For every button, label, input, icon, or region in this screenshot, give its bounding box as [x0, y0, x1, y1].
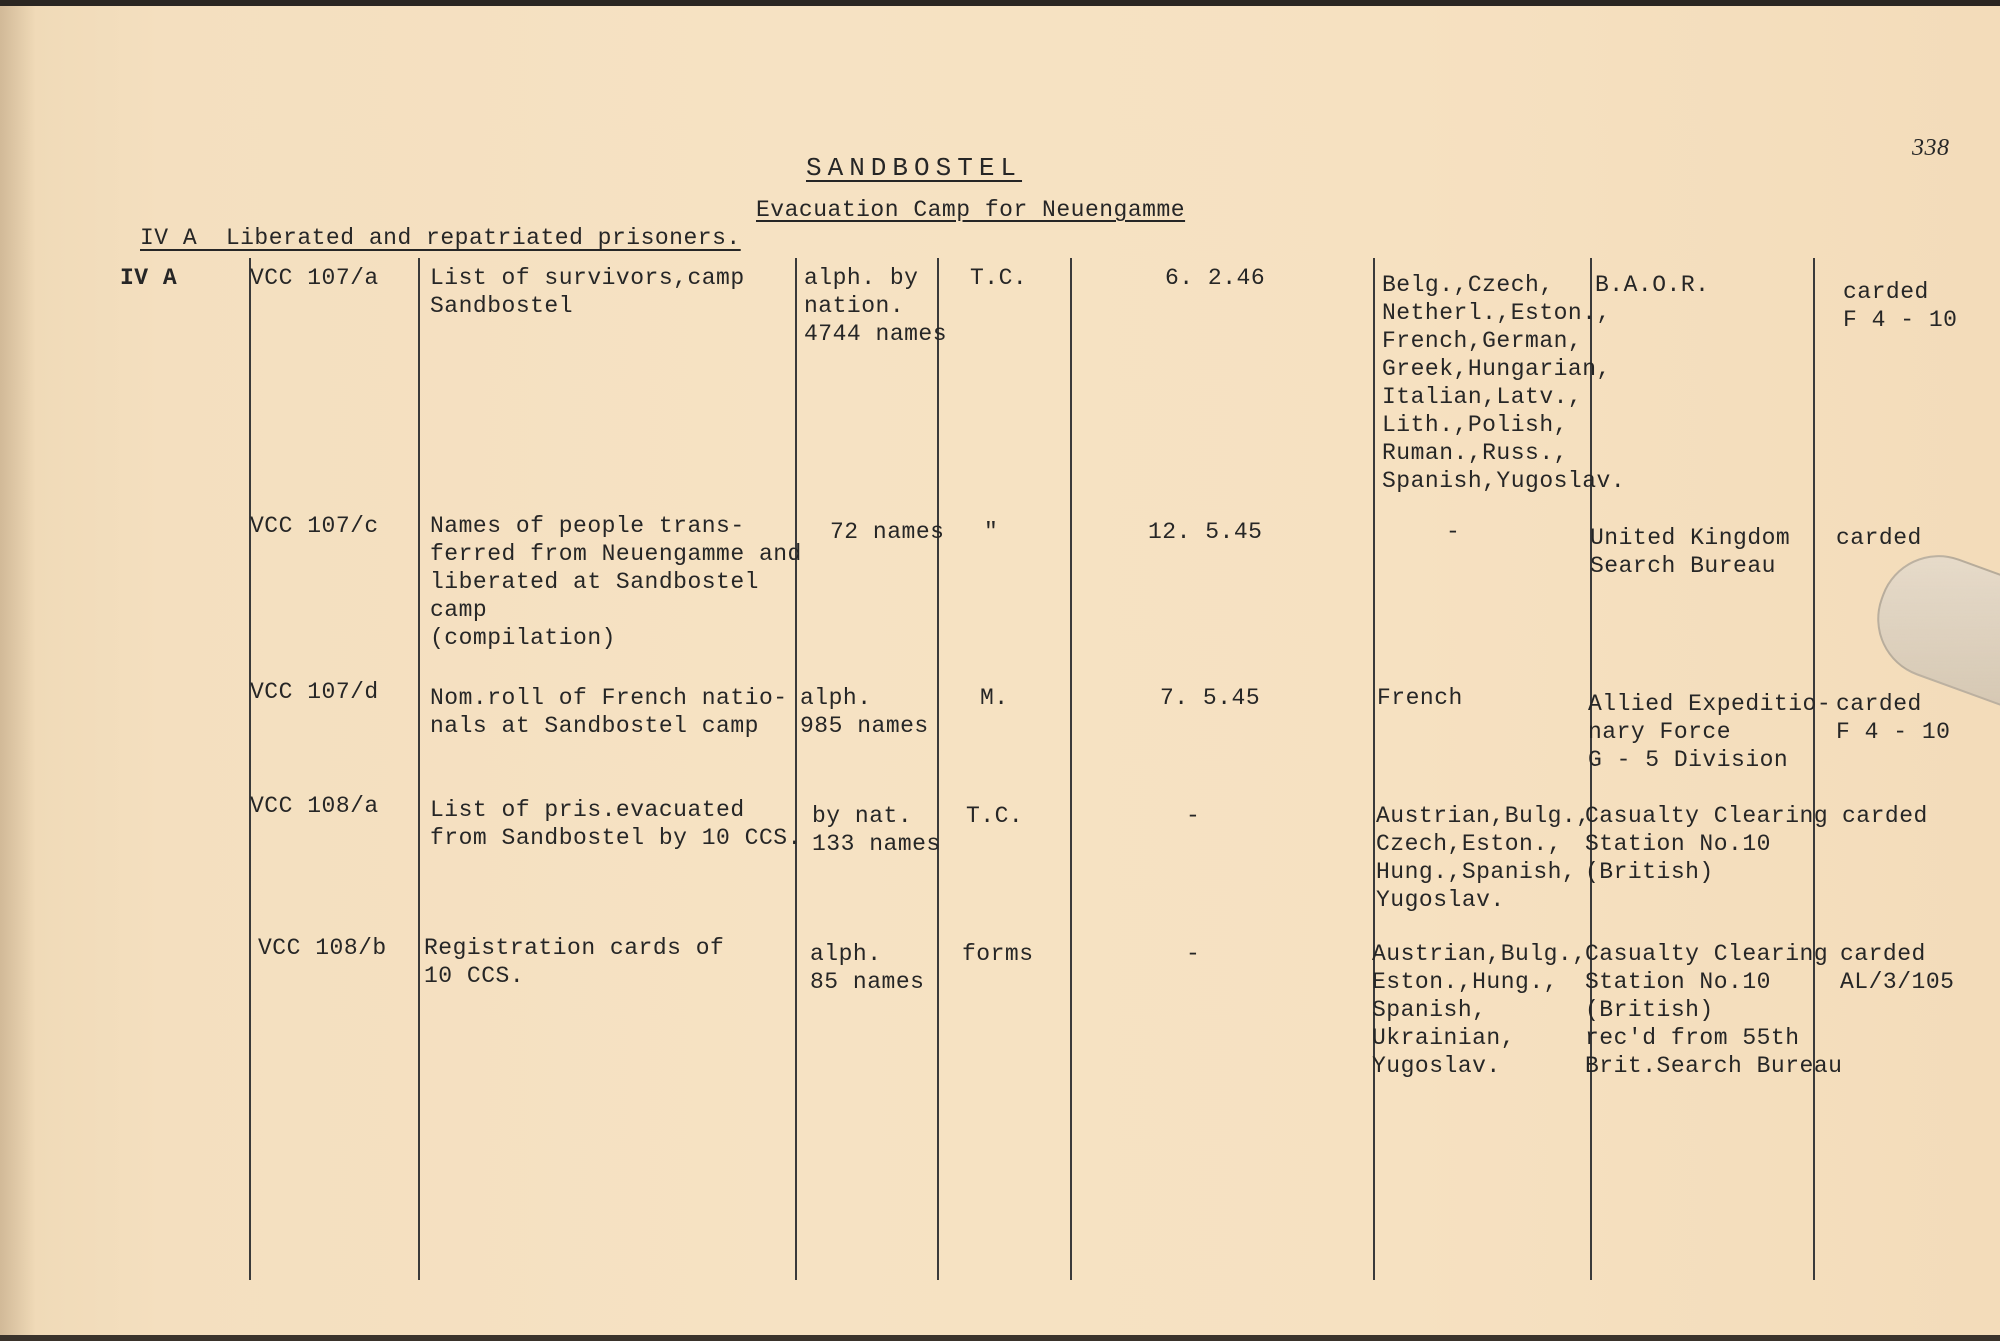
document-subtitle: Evacuation Camp for Neuengamme: [756, 197, 1186, 223]
carding-status: carded F 4 - 10: [1836, 691, 1951, 745]
arrangement-count: alph. 85 names: [810, 941, 925, 995]
record-description: Nom.roll of French natio- nals at Sandbostel camp: [430, 685, 788, 739]
document-page: [0, 6, 2000, 1341]
carding-status: carded: [1836, 525, 1922, 551]
record-date: 7. 5.45: [1160, 685, 1261, 711]
record-date: -: [1186, 803, 1201, 829]
page-number: 338: [1912, 135, 1950, 161]
record-description: List of survivors,camp Sandbostel: [430, 265, 745, 319]
source-agency: Casualty Clearing Station No.10 (British): [1585, 803, 1829, 885]
reference-number: VCC 107/d: [250, 679, 379, 705]
nationalities: Austrian,Bulg., Eston.,Hung., Spanish, Ukrainian, Yugoslav.: [1372, 941, 1587, 1079]
record-description: Registration cards of 10 CCS.: [424, 935, 725, 989]
section-code: IV A: [120, 265, 178, 291]
record-date: 12. 5.45: [1148, 519, 1263, 545]
reference-number: VCC 107/c: [250, 513, 379, 539]
record-date: 6. 2.46: [1165, 265, 1266, 291]
arrangement-count: by nat. 133 names: [812, 803, 941, 857]
reference-number: VCC 107/a: [250, 265, 379, 291]
reference-number: VCC 108/a: [250, 793, 379, 819]
record-type: forms: [962, 941, 1034, 967]
column-divider: [937, 258, 939, 1280]
record-type: T.C.: [966, 803, 1024, 829]
source-agency: B.A.O.R.: [1595, 272, 1710, 298]
reference-number: VCC 108/b: [258, 935, 387, 961]
nationalities: Austrian,Bulg., Czech,Eston., Hung.,Spanish, Yugoslav.: [1376, 803, 1591, 913]
carding-status: carded AL/3/105: [1840, 941, 1955, 995]
section-heading: IV A Liberated and repatriated prisoners.: [140, 225, 741, 251]
nationalities: -: [1446, 519, 1461, 545]
column-divider: [418, 258, 420, 1280]
arrangement-count: alph. 985 names: [800, 685, 929, 739]
record-description: List of pris.evacuated from Sandbostel by 10 CCS.: [430, 797, 802, 851]
arrangement-count: 72 names: [830, 519, 945, 545]
record-description: Names of people trans- ferred from Neuengamme and liberated at Sandbostel camp (compilation): [430, 513, 802, 651]
nationalities: French: [1377, 685, 1463, 711]
record-type: T.C.: [970, 265, 1028, 291]
column-divider: [249, 258, 251, 1280]
record-type: ": [984, 519, 999, 545]
source-agency: Casualty Clearing Station No.10 (British) rec'd from 55th Brit.Search Bureau: [1585, 941, 1843, 1079]
record-date: -: [1186, 941, 1201, 967]
arrangement-count: alph. by nation. 4744 names: [804, 265, 948, 347]
source-agency: Allied Expeditio- nary Force G - 5 Division: [1588, 691, 1832, 773]
record-type: M.: [980, 685, 1009, 711]
column-divider: [1373, 258, 1375, 1280]
column-divider: [795, 258, 797, 1280]
nationalities: Belg.,Czech, Netherl.,Eston., French,German, Greek,Hungarian, Italian,Latv., Lith.,Polish, Ruman.,Russ., Spanish,Yugoslav.: [1382, 272, 1626, 494]
carding-status: carded F 4 - 10: [1843, 279, 1958, 333]
document-title: SANDBOSTEL: [806, 153, 1023, 183]
column-divider: [1070, 258, 1072, 1280]
source-agency: United Kingdom Search Bureau: [1590, 525, 1791, 579]
carding-status: carded: [1842, 803, 1928, 829]
scan-border: [0, 1335, 2000, 1341]
